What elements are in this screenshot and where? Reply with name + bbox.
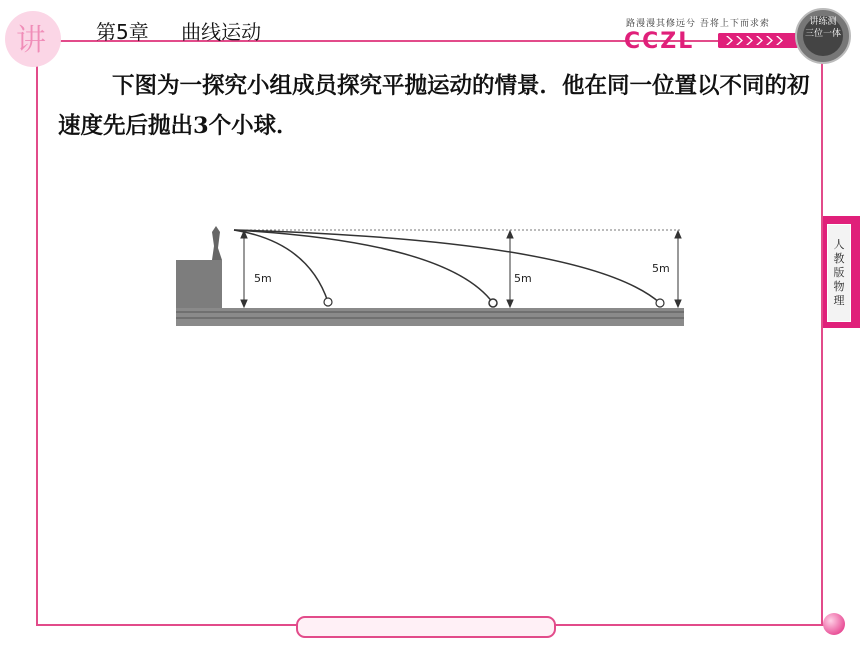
chapter-heading — [96, 16, 261, 45]
cliff — [176, 260, 222, 308]
paragraph-text: 下图为一探究小组成员探究平抛运动的情景．他在同一位置以不同的初速度先后抛出3个小球． — [58, 73, 810, 139]
chapter-title: 曲线运动 — [181, 20, 262, 44]
height-label-1: 5m — [254, 272, 272, 285]
corner-decoration-icon — [823, 613, 845, 635]
frame-left-border — [36, 40, 38, 626]
side-tab-char: 人 — [833, 238, 845, 251]
height-label-3: 5m — [652, 262, 670, 275]
height-label-2: 5m — [514, 272, 532, 285]
bottom-navigation-bar[interactable] — [296, 616, 556, 638]
ball-3 — [656, 299, 664, 307]
chapter-number: 第5章 — [96, 20, 149, 44]
ground-strip — [176, 308, 684, 326]
projectile-figure — [168, 212, 692, 336]
side-tab-label — [827, 224, 851, 322]
badge-bottom-text: 三位一体 — [804, 29, 841, 39]
brand-arrows-icon — [718, 33, 798, 48]
slogan-text: 路漫漫其修远兮 吾将上下而求索 — [626, 19, 770, 29]
ball-2 — [489, 299, 497, 307]
side-tab-char: 教 — [833, 252, 845, 265]
ball-1 — [324, 298, 332, 306]
badge-top-text: 讲练测 — [809, 17, 837, 27]
side-tab-char: 版 — [833, 266, 845, 279]
jiang-logo-icon — [2, 8, 64, 70]
side-tab-char: 物 — [833, 280, 845, 293]
brand-logo: CCZL — [624, 29, 695, 54]
badge-emblem — [795, 8, 851, 64]
side-tab — [823, 216, 860, 328]
frame-right-border — [821, 40, 823, 625]
svg-text:讲: 讲 — [16, 23, 46, 58]
question-paragraph — [58, 66, 818, 146]
side-tab-char: 理 — [833, 294, 845, 307]
